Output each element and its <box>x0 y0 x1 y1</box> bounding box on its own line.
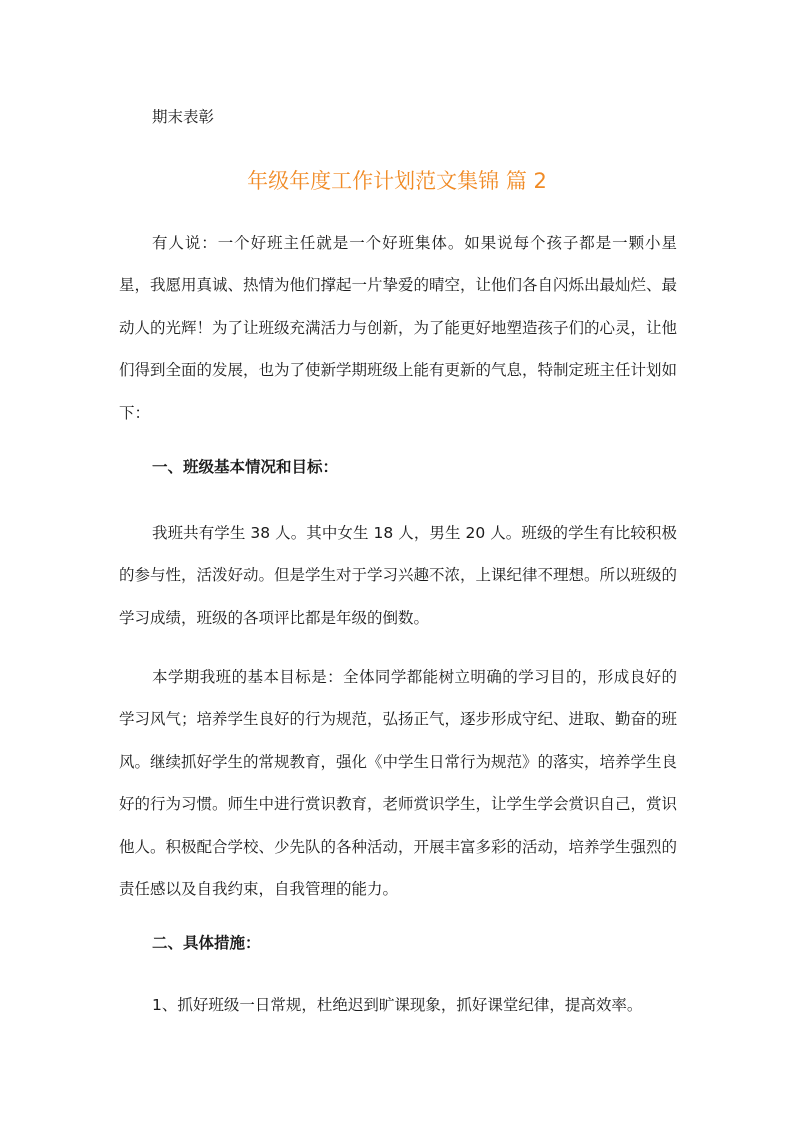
goals-paragraph: 本学期我班的基本目标是：全体同学都能树立明确的学习目的，形成良好的学习风气；培养学生良好的行为规范，弘扬正气，逐步形成守纪、进取、勤奋的班风。继续抓好学生的常规教育，强化《中学生日常行为规范》的落实，培养学生良好的行为习惯。师生中进行赏识教育，老师赏识学生，让学生学会赏识自己，赏识他人。积极配合学校、少先队的各种活动，开展丰富多彩的活动，培养学生强烈的责任感以及自我约束，自我管理的能力。 <box>119 668 678 899</box>
section-heading-measures: 二、具体措施： <box>152 934 261 952</box>
intro-paragraph: 有人说：一个好班主任就是一个好班集体。如果说每个孩子都是一颗小星星，我愿用真诚、热情为他们撑起一片挚爱的晴空，让他们各自闪烁出最灿烂、最动人的光辉！为了让班级充满活力与创新，为了能更好地塑造孩子们的心灵，让他们得到全面的发展，也为了使新学期班级上能有更新的气息，特制定班主任计划如下： <box>119 234 678 422</box>
previous-section-tail: 期末表彰 <box>152 108 215 126</box>
measure-item-1: 1、抓好班级一日常规，杜绝迟到旷课现象，抓好课堂纪律，提高效率。 <box>152 996 643 1014</box>
section-heading-basic-situation: 一、班级基本情况和目标： <box>152 458 339 476</box>
class-situation-paragraph: 我班共有学生 38 人。其中女生 18 人，男生 20 人。班级的学生有比较积极的参与性，活泼好动。但是学生对于学习兴趣不浓，上课纪律不理想。所以班级的学习成绩，班级的各项评比都是年级的倒数。 <box>119 524 678 627</box>
document-title: 年级年度工作计划范文集锦 篇 2 <box>247 169 547 193</box>
